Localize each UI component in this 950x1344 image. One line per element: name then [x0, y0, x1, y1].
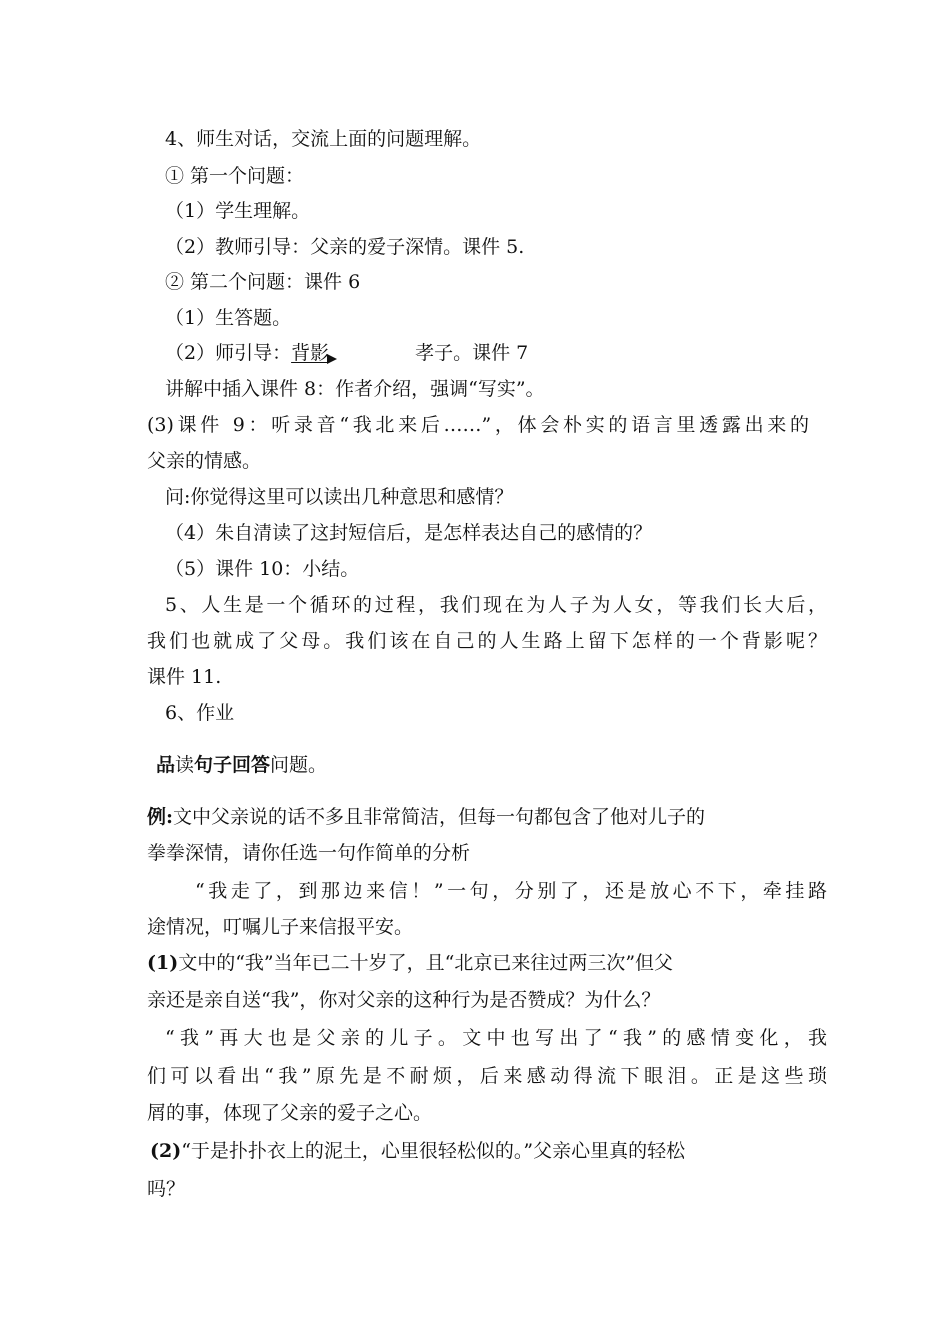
q2-number: (2) — [150, 1140, 182, 1162]
example-question-line2: 拳拳深情，请你任选一句作简单的分析 — [147, 842, 471, 864]
example-label: 例: — [147, 806, 174, 828]
item-3-line1: (3)课件 9：听录音“我北来后……”，体会朴实的语言里透露出来的 — [147, 414, 809, 436]
step-5-line2: 我们也就成了父母。我们该在自己的人生路上留下怎样的一个背影呢？ — [147, 630, 827, 652]
step-4-heading: 4、师生对话，交流上面的问题理解。 — [165, 128, 482, 150]
example-question-line1: 例:文中父亲说的话不多且非常简洁，但每一句都包含了他对儿子的 — [147, 806, 706, 828]
ask-question: 问:你觉得这里可以读出几种意思和感情？ — [165, 486, 514, 508]
item-student-understanding: （1）学生理解。 — [165, 200, 311, 222]
item-3-line2: 父亲的情感。 — [147, 450, 262, 472]
section-heading: 品读句子回答问题。 — [156, 754, 328, 776]
item-student-answer: （1）生答题。 — [165, 307, 292, 329]
step-5-line3: 课件 11. — [147, 666, 222, 688]
q1-line1: (1)文中的“我”当年已二十岁了，且“北京已来往过两三次”但父 — [147, 952, 674, 974]
guide-prefix: （2）师引导： — [165, 342, 292, 364]
q2-line2: 吗？ — [147, 1178, 186, 1200]
step-5-line1: 5、人生是一个循环的过程，我们现在为人子为人女，等我们长大后， — [165, 594, 827, 616]
q2-line1: (2)“于是扑扑衣上的泥土，心里很轻松似的。”父亲心里真的轻松 — [150, 1140, 686, 1162]
item-5: （5）课件 10：小结。 — [165, 558, 360, 580]
example-answer-line2: 途情况，叮嘱儿子来信报平安。 — [147, 916, 414, 938]
item-teacher-guide: （2）教师引导：父亲的爱子深情。课件 5. — [165, 236, 525, 258]
question-1-label: ① 第一个问题： — [165, 165, 305, 187]
q1-number: (1) — [147, 952, 179, 974]
beiying-underlined: 背影 — [291, 342, 330, 364]
item-guide-arrow-line — [165, 341, 845, 365]
q1-line2: 亲还是亲自送“我”，你对父亲的这种行为是否赞成？为什么？ — [147, 989, 661, 1011]
guide-suffix: 孝子。课件 7 — [415, 342, 529, 364]
question-2-label: ② 第二个问题：课件 6 — [165, 271, 361, 293]
insert-courseware-8: 讲解中插入课件 8：作者介绍，强调“写实”。 — [165, 378, 545, 400]
q1-answer-line2: 们可以看出“我”原先是不耐烦，后来感动得流下眼泪。正是这些琐 — [147, 1065, 827, 1087]
step-6-heading: 6、作业 — [165, 702, 235, 724]
item-4: （4）朱自清读了这封短信后，是怎样表达自己的感情的？ — [165, 522, 653, 544]
q1-answer-line1: “我”再大也是父亲的儿子。文中也写出了“我”的感情变化，我 — [165, 1027, 827, 1049]
example-answer-line1: “我走了，到那边来信！”一句，分别了，还是放心不下，牵挂路 — [195, 880, 827, 902]
q1-answer-line3: 屑的事，体现了父亲的爱子之心。 — [147, 1102, 433, 1124]
